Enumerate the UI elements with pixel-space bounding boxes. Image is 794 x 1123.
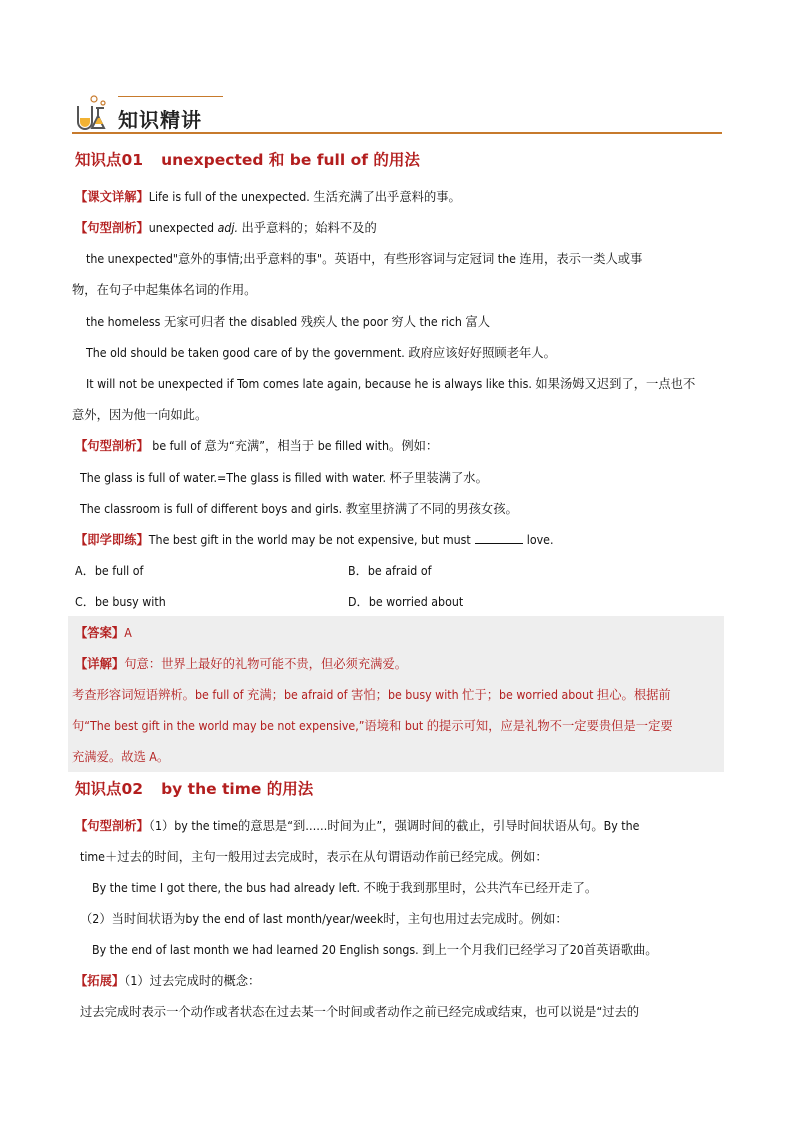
label-tag: 【详解】 bbox=[75, 657, 125, 671]
text-run: （1）过去完成时的概念： bbox=[124, 974, 261, 988]
label-tag: 【答案】 bbox=[75, 626, 125, 640]
section-title: 知识精讲 bbox=[118, 108, 202, 132]
example-line: By the end of last month we had learned 20 English songs. 到上一个月我们已经学习了20首英语歌曲。 bbox=[92, 943, 658, 957]
answer-line bbox=[75, 625, 132, 641]
text-run: 出乎意料的；始料不及的 bbox=[237, 221, 377, 235]
knowledge-point-01-title bbox=[75, 148, 420, 170]
structure-analysis-line bbox=[75, 818, 639, 834]
question-text: love. bbox=[526, 533, 554, 547]
example-line: It will not be unexpected if Tom comes late again, because he is always like this. 如果汤姆又迟到了，一点也不 bbox=[86, 377, 696, 391]
answer-blank bbox=[475, 533, 523, 544]
header-top-line bbox=[118, 96, 223, 97]
explanation-line: 充满爱。故选 A。 bbox=[72, 750, 170, 764]
text-run: unexpected bbox=[148, 221, 218, 235]
paragraph-line: （2）当时间状语为by the end of last month/year/week时，主句也用过去完成时。例如： bbox=[80, 912, 568, 926]
label-tag: 【拓展】 bbox=[75, 974, 125, 988]
paragraph-line: 物，在句子中起集体名词的作用。 bbox=[72, 283, 257, 297]
text-explanation-line bbox=[75, 189, 461, 205]
extension-line bbox=[75, 973, 260, 989]
paragraph-line: time＋过去的时间，主句一般用过去完成时，表示在从句谓语动作前已经完成。例如： bbox=[80, 850, 548, 864]
label-tag: 【句型剖析】 bbox=[75, 439, 149, 453]
section-header bbox=[72, 94, 722, 134]
exercise-question bbox=[75, 532, 553, 548]
option-c: C．be busy with bbox=[75, 595, 166, 609]
knowledge-point-number: 知识点01 bbox=[75, 151, 144, 169]
question-text: The best gift in the world may be not expensive, but must bbox=[148, 533, 471, 547]
option-b: B．be afraid of bbox=[348, 564, 432, 578]
part-of-speech: adj. bbox=[217, 221, 238, 235]
paragraph-line: the unexpected"意外的事情;出乎意料的事"。英语中，有些形容词与定冠词 the 连用，表示一类人或事 bbox=[86, 252, 643, 266]
example-line: By the time I got there, the bus had already left. 不晚于我到那里时，公共汽车已经开走了。 bbox=[92, 881, 598, 895]
text-run: Life is full of the unexpected. 生活充满了出乎意料的事。 bbox=[148, 190, 461, 204]
label-tag: 【课文详解】 bbox=[75, 190, 149, 204]
label-tag: 【句型剖析】 bbox=[75, 819, 149, 833]
explanation-line: 句“The best gift in the world may be not expensive,”语境和 but 的提示可知，应是礼物不一定要贵但是一定要 bbox=[72, 719, 673, 733]
answer-value: A bbox=[124, 626, 132, 640]
knowledge-point-heading: by the time 的用法 bbox=[161, 780, 314, 798]
knowledge-point-number: 知识点02 bbox=[75, 780, 144, 798]
lab-flask-icon bbox=[72, 94, 116, 134]
explanation-line bbox=[75, 656, 407, 672]
structure-analysis-line bbox=[75, 438, 438, 454]
label-tag: 【即学即练】 bbox=[75, 533, 149, 547]
example-line: The classroom is full of different boys and girls. 教室里挤满了不同的男孩女孩。 bbox=[80, 502, 518, 516]
knowledge-point-02-title bbox=[75, 777, 313, 799]
text-run: 句意：世界上最好的礼物可能不贵，但必须充满爱。 bbox=[124, 657, 408, 671]
text-run: be full of 意为“充满”，相当于 be filled with。例如： bbox=[148, 439, 439, 453]
example-line: The glass is full of water.=The glass is filled with water. 杯子里装满了水。 bbox=[80, 471, 488, 485]
explanation-line: 考查形容词短语辨析。be full of 充满；be afraid of 害怕；be busy with 忙于；be worried about 担心。根据前 bbox=[72, 688, 671, 702]
option-d: D．be worried about bbox=[348, 595, 464, 609]
label-tag: 【句型剖析】 bbox=[75, 221, 149, 235]
knowledge-point-heading: unexpected 和 be full of 的用法 bbox=[161, 151, 420, 169]
paragraph-line: 过去完成时表示一个动作或者状态在过去某一个时间或者动作之前已经完成或结束，也可以说是“过去的 bbox=[80, 1005, 640, 1019]
example-line: 意外，因为他一向如此。 bbox=[72, 408, 208, 422]
text-run: （1）by the time的意思是“到……时间为止”，强调时间的截止，引导时间状语从句。By the bbox=[148, 819, 640, 833]
example-line: the homeless 无家可归者 the disabled 残疾人 the poor 穷人 the rich 富人 bbox=[86, 315, 491, 329]
structure-analysis-line bbox=[75, 220, 377, 236]
option-a: A．be full of bbox=[75, 564, 144, 578]
header-divider bbox=[72, 132, 722, 134]
example-line: The old should be taken good care of by the government. 政府应该好好照顾老年人。 bbox=[86, 346, 556, 360]
